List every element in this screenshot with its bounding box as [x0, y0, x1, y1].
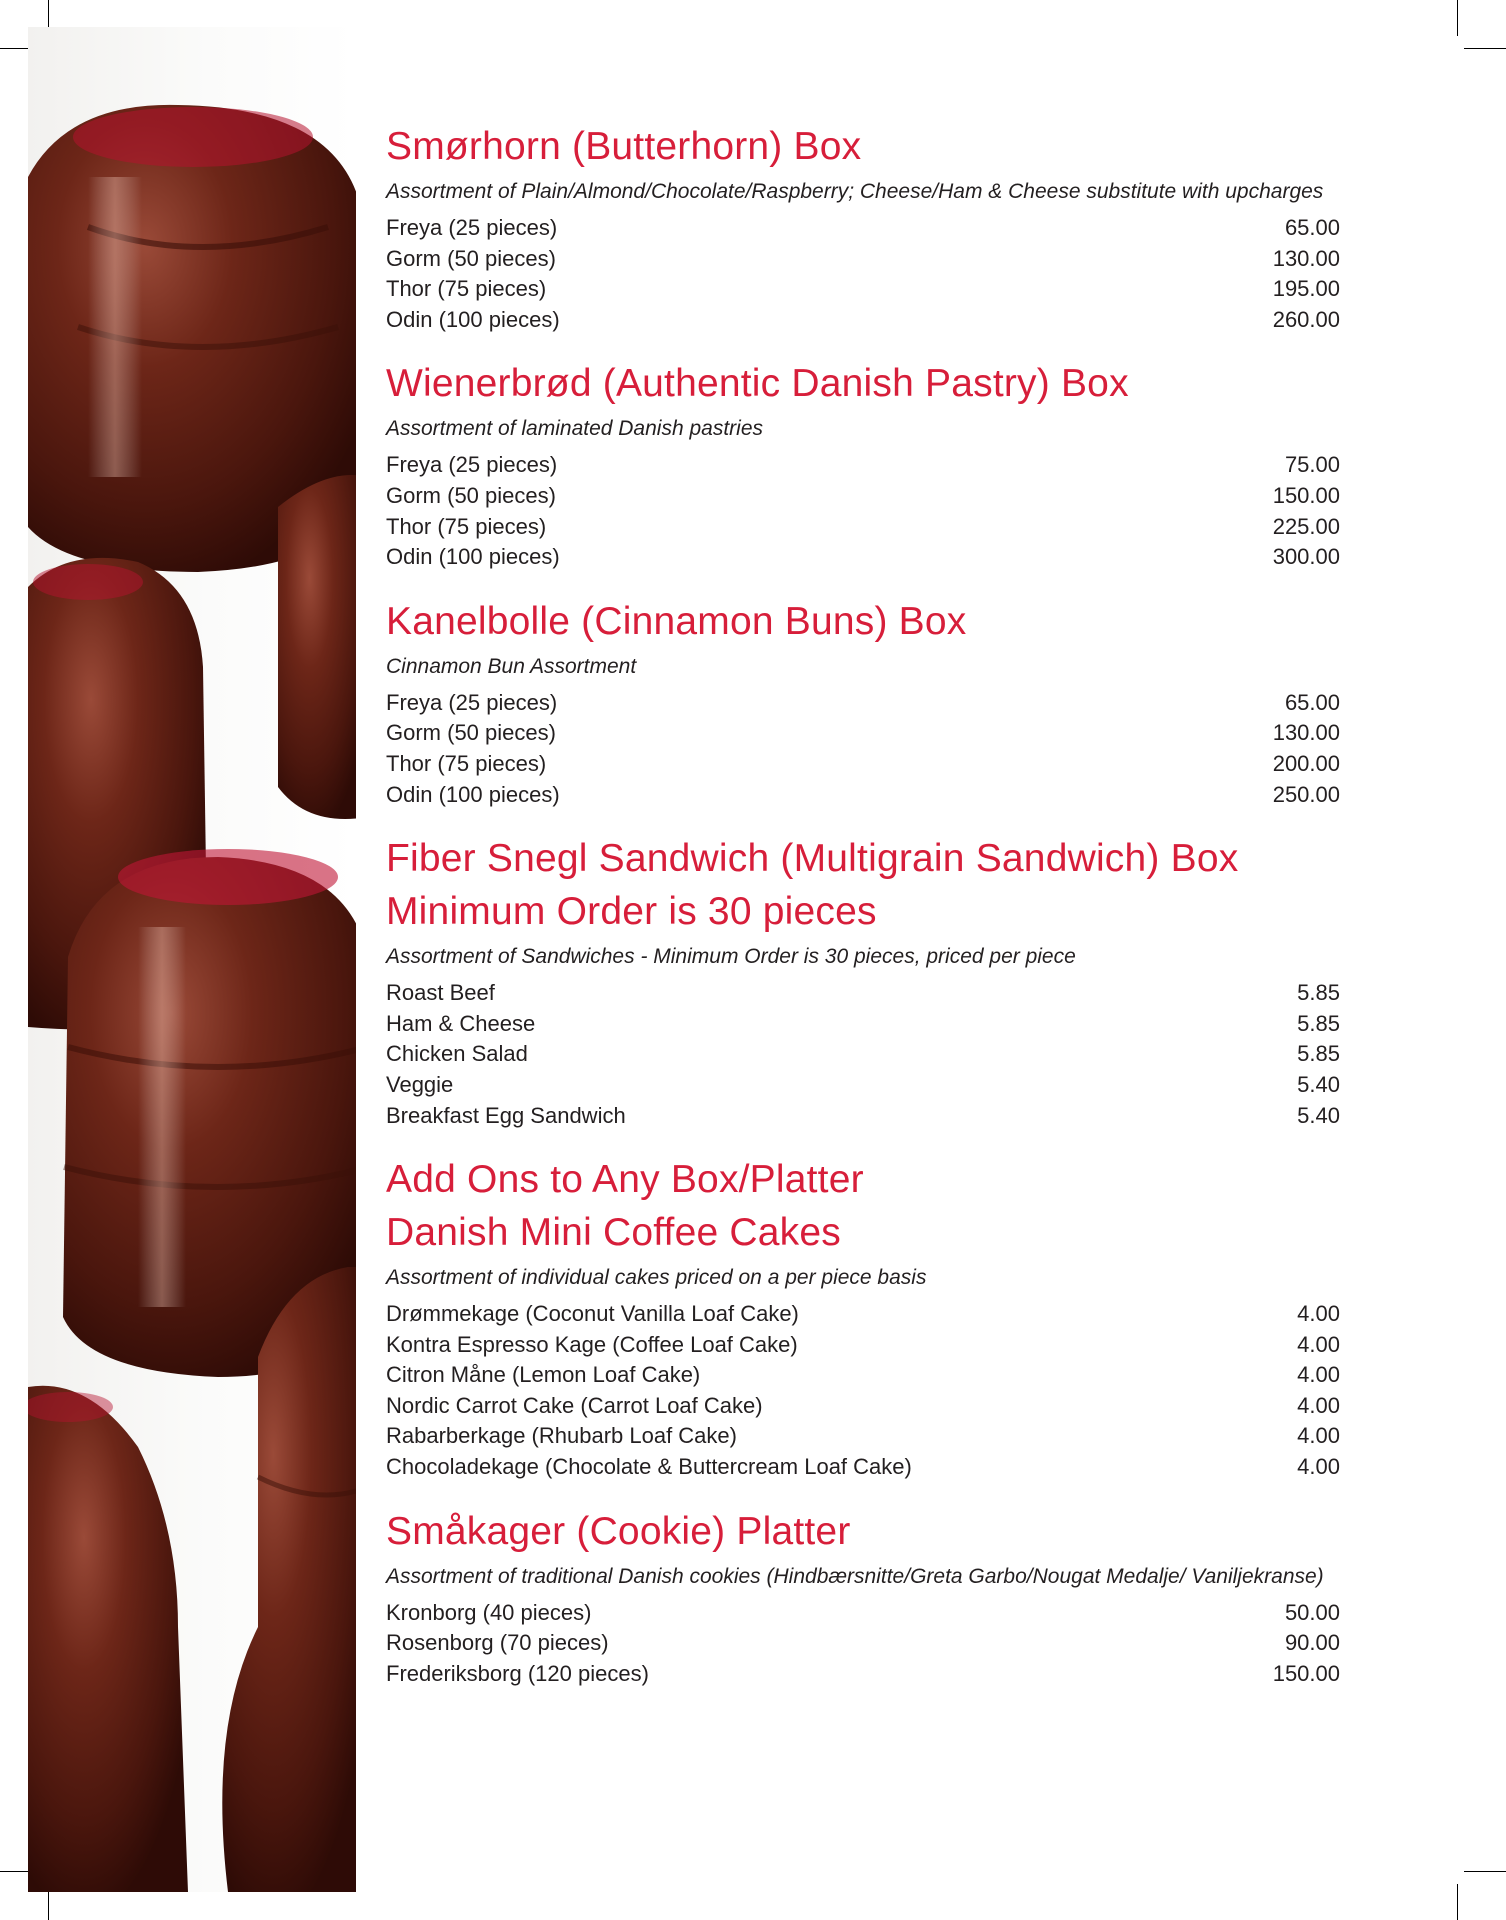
- crop-mark: [1457, 0, 1458, 36]
- section-description: Cinnamon Bun Assortment: [386, 654, 637, 678]
- item-name: Thor (75 pieces): [386, 276, 547, 302]
- price-row: [386, 1299, 1340, 1330]
- item-name: Breakfast Egg Sandwich: [386, 1102, 626, 1128]
- section-subtitle: Danish Mini Coffee Cakes: [386, 1211, 841, 1255]
- price-row: [386, 1598, 1340, 1629]
- price-row: [386, 780, 1340, 811]
- item-name: Freya (25 pieces): [386, 215, 558, 240]
- price-list: [386, 450, 1340, 572]
- section-title: Kanelbolle (Cinnamon Buns) Box: [386, 599, 967, 643]
- price-row: [386, 1101, 1340, 1132]
- price-row: [386, 1330, 1340, 1361]
- item-price: 4.00: [1297, 1301, 1340, 1327]
- price-row: [386, 1009, 1340, 1040]
- item-name: Ham & Cheese: [386, 1010, 536, 1036]
- price-row: [386, 1070, 1340, 1101]
- item-name: Kontra Espresso Kage (Coffee Loaf Cake): [386, 1331, 798, 1357]
- section-title: Fiber Snegl Sandwich (Multigrain Sandwich) Box: [386, 837, 1239, 881]
- item-price: 5.40: [1297, 1071, 1340, 1097]
- item-price: 75.00: [1284, 452, 1340, 478]
- price-row: [386, 450, 1340, 481]
- crop-mark: [1457, 1884, 1458, 1920]
- item-name: Chicken Salad: [386, 1041, 528, 1067]
- price-row: [386, 274, 1340, 305]
- item-name: Nordic Carrot Cake (Carrot Loaf Cake): [386, 1392, 763, 1418]
- price-list: [386, 213, 1340, 335]
- item-price: 5.40: [1297, 1102, 1340, 1128]
- item-name: Odin (100 pieces): [386, 781, 560, 807]
- item-name: Frederiksborg (120 pieces): [386, 1660, 649, 1686]
- item-price: 4.00: [1297, 1454, 1340, 1480]
- crop-mark: [1464, 48, 1506, 49]
- item-name: Thor (75 pieces): [386, 750, 547, 776]
- price-row: [386, 749, 1340, 780]
- item-name: Chocoladekage (Chocolate & Buttercream Loaf Cake): [386, 1454, 912, 1480]
- section-title: Add Ons to Any Box/Platter: [386, 1158, 864, 1202]
- price-list: [386, 1299, 1340, 1483]
- item-name: Drømmekage (Coconut Vanilla Loaf Cake): [386, 1301, 799, 1327]
- price-row: [386, 978, 1340, 1009]
- item-price: 130.00: [1272, 245, 1340, 271]
- price-row: [386, 542, 1340, 573]
- price-row: [386, 1421, 1340, 1452]
- item-name: Roast Beef: [386, 980, 495, 1006]
- section-description: Assortment of Plain/Almond/Chocolate/Raspberry; Cheese/Ham & Cheese substitute with upcharges: [386, 180, 1324, 203]
- menu-section-butterhorn: [386, 120, 1340, 335]
- item-name: Veggie: [386, 1071, 454, 1097]
- menu-section-sandwich: [386, 832, 1340, 1131]
- item-price: 300.00: [1272, 544, 1340, 570]
- item-price: 4.00: [1297, 1362, 1340, 1388]
- price-row: [386, 1039, 1340, 1070]
- price-list: [386, 978, 1340, 1131]
- item-name: Citron Måne (Lemon Loaf Cake): [386, 1362, 701, 1388]
- item-price: 4.00: [1297, 1392, 1340, 1418]
- price-row: [386, 1659, 1340, 1690]
- item-price: 4.00: [1297, 1423, 1340, 1449]
- item-price: 4.00: [1297, 1331, 1340, 1357]
- menu-section-cinnamon-buns: [386, 595, 1340, 810]
- item-name: Thor (75 pieces): [386, 513, 547, 539]
- menu-section-danish-pastry: [386, 357, 1340, 572]
- menu-content: [386, 120, 1340, 1711]
- item-price: 225.00: [1272, 513, 1340, 539]
- item-name: Freya (25 pieces): [386, 689, 558, 715]
- price-list: [386, 1598, 1340, 1690]
- item-price: 90.00: [1284, 1630, 1340, 1656]
- item-price: 5.85: [1297, 980, 1340, 1006]
- item-price: 250.00: [1272, 781, 1340, 807]
- item-price: 260.00: [1272, 306, 1340, 332]
- item-name: Gorm (50 pieces): [386, 482, 556, 508]
- item-price: 5.85: [1297, 1041, 1340, 1067]
- section-description: Assortment of individual cakes priced on a per piece basis: [386, 1266, 927, 1290]
- item-name: Freya (25 pieces): [386, 452, 558, 478]
- item-name: Kronborg (40 pieces): [386, 1599, 592, 1625]
- price-row: [386, 305, 1340, 336]
- price-row: [386, 512, 1340, 543]
- item-name: Odin (100 pieces): [386, 544, 560, 570]
- item-price: 150.00: [1272, 482, 1340, 508]
- item-price: 65.00: [1284, 215, 1340, 240]
- price-row: [386, 688, 1340, 719]
- item-price: 150.00: [1272, 1660, 1340, 1686]
- item-name: Odin (100 pieces): [386, 306, 560, 332]
- section-title: Småkager (Cookie) Platter: [386, 1509, 851, 1553]
- item-name: Gorm (50 pieces): [386, 720, 556, 746]
- menu-section-coffee-cakes: [386, 1153, 1340, 1483]
- price-row: [386, 1452, 1340, 1483]
- price-row: [386, 1360, 1340, 1391]
- price-row: [386, 718, 1340, 749]
- menu-section-cookie-platter: [386, 1505, 1340, 1690]
- price-row: [386, 244, 1340, 275]
- crop-mark: [1464, 1871, 1506, 1872]
- item-price: 200.00: [1272, 750, 1340, 776]
- price-row: [386, 213, 1340, 244]
- item-price: 50.00: [1284, 1599, 1340, 1625]
- price-row: [386, 1628, 1340, 1659]
- section-title: Smørhorn (Butterhorn) Box: [386, 125, 862, 168]
- price-list: [386, 688, 1340, 810]
- price-row: [386, 481, 1340, 512]
- item-name: Gorm (50 pieces): [386, 245, 556, 271]
- item-price: 130.00: [1272, 720, 1340, 746]
- item-price: 195.00: [1272, 276, 1340, 302]
- item-price: 5.85: [1297, 1010, 1340, 1036]
- cake-shape: [278, 475, 356, 819]
- item-price: 65.00: [1284, 689, 1340, 715]
- chocolate-cakes-photo: [28, 27, 356, 1892]
- item-name: Rabarberkage (Rhubarb Loaf Cake): [386, 1423, 737, 1449]
- section-description: Assortment of traditional Danish cookies (Hindbærsnitte/Greta Garbo/Nougat Medalje/ Vaniljekranse): [386, 1564, 1324, 1588]
- cake-shape: [28, 1386, 188, 1892]
- section-subtitle: Minimum Order is 30 pieces: [386, 890, 877, 934]
- price-row: [386, 1391, 1340, 1422]
- section-description: Assortment of Sandwiches - Minimum Order is 30 pieces, priced per piece: [386, 945, 1076, 969]
- section-description: Assortment of laminated Danish pastries: [386, 417, 764, 441]
- section-title: Wienerbrød (Authentic Danish Pastry) Box: [386, 362, 1129, 406]
- item-name: Rosenborg (70 pieces): [386, 1630, 609, 1656]
